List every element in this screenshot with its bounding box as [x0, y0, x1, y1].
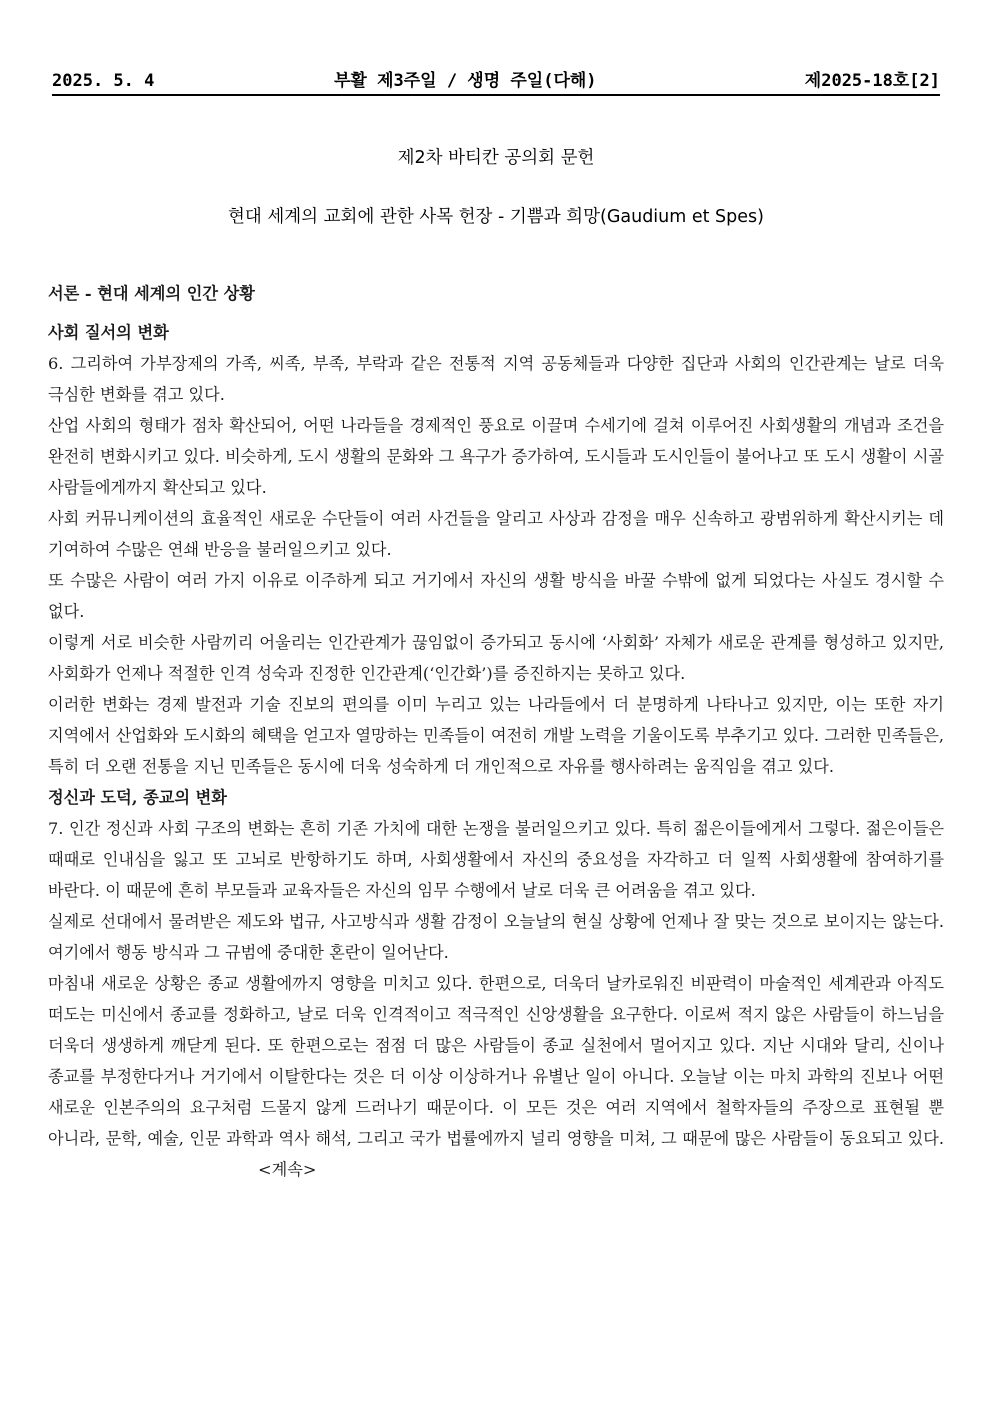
page-header — [52, 68, 940, 96]
paragraph: 7. 인간 정신과 사회 구조의 변화는 흔히 기존 가치에 대한 논쟁을 불러일으키고 있다. 특히 젊은이들에게서 그렇다. 젊은이들은 때때로 인내심을 잃고 또 고뇌로 반항하기도 하며, 사회생활에서 자신의 중요성을 자각하고 더 일찍 사회생활에 참여하기를 바란다. 이 때문에 흔히 부모들과 교육자들은 자신의 임무 수행에서 날로 더욱 큰 어려움을 겪고 있다. — [48, 819, 944, 900]
document-body — [48, 278, 944, 1185]
header-date: 2025. 5. 4 — [52, 71, 155, 91]
header-issue-number: 제2025-18호[2] — [804, 71, 940, 91]
paragraph: 이러한 변화는 경제 발전과 기술 진보의 편의를 이미 누리고 있는 나라들에서 더 분명하게 나타나고 있지만, 이는 또한 자기 지역에서 산업화와 도시화의 혜택을 얻고자 열망하는 민족들이 여전히 개발 노력을 기울이도록 부추기고 있다. 그러한 민족들은, 특히 더 오랜 전통을 지닌 민족들은 동시에 더욱 성숙하게 더 개인적으로 자유를 행사하려는 움직임을 겪고 있다. — [48, 695, 944, 776]
continued-marker: <계속> — [258, 1160, 317, 1179]
paragraph: 실제로 선대에서 물려받은 제도와 법규, 사고방식과 생활 감정이 오늘날의 현실 상황에 언제나 잘 맞는 것으로 보이지는 않는다. 여기에서 행동 방식과 그 규범에 중대한 혼란이 일어난다. — [48, 912, 944, 962]
social-change-heading: 사회 질서의 변화 — [48, 323, 169, 342]
paragraph: 이렇게 서로 비슷한 사람끼리 어울리는 인간관계가 끊임없이 증가되고 동시에 ‘사회화’ 자체가 새로운 관계를 형성하고 있지만, 사회화가 언제나 적절한 인격 성숙과 진정한 인간관계(‘인간화’)를 증진하지는 못하고 있다. — [48, 633, 944, 683]
header-title: 부활 제3주일 / 생명 주일(다해) — [334, 71, 597, 91]
spiritual-change-heading: 정신과 도덕, 종교의 변화 — [48, 788, 227, 807]
paragraph: 또 수많은 사람이 여러 가지 이유로 이주하게 되고 거기에서 자신의 생활 방식을 바꿀 수밖에 없게 되었다는 사실도 경시할 수 없다. — [48, 571, 944, 621]
paragraph: 산업 사회의 형태가 점차 확산되어, 어떤 나라들을 경제적인 풍요로 이끌며 수세기에 걸쳐 이루어진 사회생활의 개념과 조건을 완전히 변화시키고 있다. 비슷하게, 도시 생활의 문화와 그 욕구가 증가하여, 도시들과 도시인들이 불어나고 또 도시 생활이 시골 사람들에게까지 확산되고 있다. — [48, 416, 944, 497]
paragraph: 6. 그리하여 가부장제의 가족, 씨족, 부족, 부락과 같은 전통적 지역 공동체들과 다양한 집단과 사회의 인간관계는 날로 더욱 극심한 변화를 겪고 있다. — [48, 354, 944, 404]
document-title: 제2차 바티칸 공의회 문헌 — [397, 148, 595, 168]
document-subtitle: 현대 세계의 교회에 관한 사목 헌장 - 기쁨과 희망(Gaudium et Spes) — [227, 207, 764, 227]
paragraph: 사회 커뮤니케이션의 효율적인 새로운 수단들이 여러 사건들을 알리고 사상과 감정을 매우 신속하고 광범위하게 확산시키는 데 기여하여 수많은 연쇄 반응을 불러일으키고 있다. — [48, 509, 944, 559]
paragraph-text: 마침내 새로운 상황은 종교 생활에까지 영향을 미치고 있다. 한편으로, 더욱더 날카로워진 비판력이 마술적인 세계관과 아직도 떠도는 미신에서 종교를 정화하고, 날로 더욱 인격적이고 적극적인 신앙생활을 요구한다. 이로써 적지 않은 사람들이 하느님을 더욱더 생생하게 깨닫게 된다. 또 한편으로는 점점 더 많은 사람들이 종교 실천에서 멀어지고 있다. 지난 시대와 달리, 신이나 종교를 부정한다거나 거기에서 이탈한다는 것은 더 이상 이상하거나 유별난 일이 아니다. 오늘날 이는 마치 과학의 진보나 어떤 새로운 인본주의의 요구처럼 드물지 않게 드러나기 때문이다. 이 모든 것은 여러 지역에서 철학자들의 주장으로 표현될 뿐 아니라, 문학, 예술, 인문 과학과 역사 해석, 그리고 국가 법률에까지 널리 영향을 미쳐, 그 때문에 많은 사람들이 동요되고 있다. — [48, 974, 944, 1148]
intro-heading: 서론 - 현대 세계의 인간 상황 — [48, 284, 255, 303]
paragraph-last — [48, 968, 944, 1185]
